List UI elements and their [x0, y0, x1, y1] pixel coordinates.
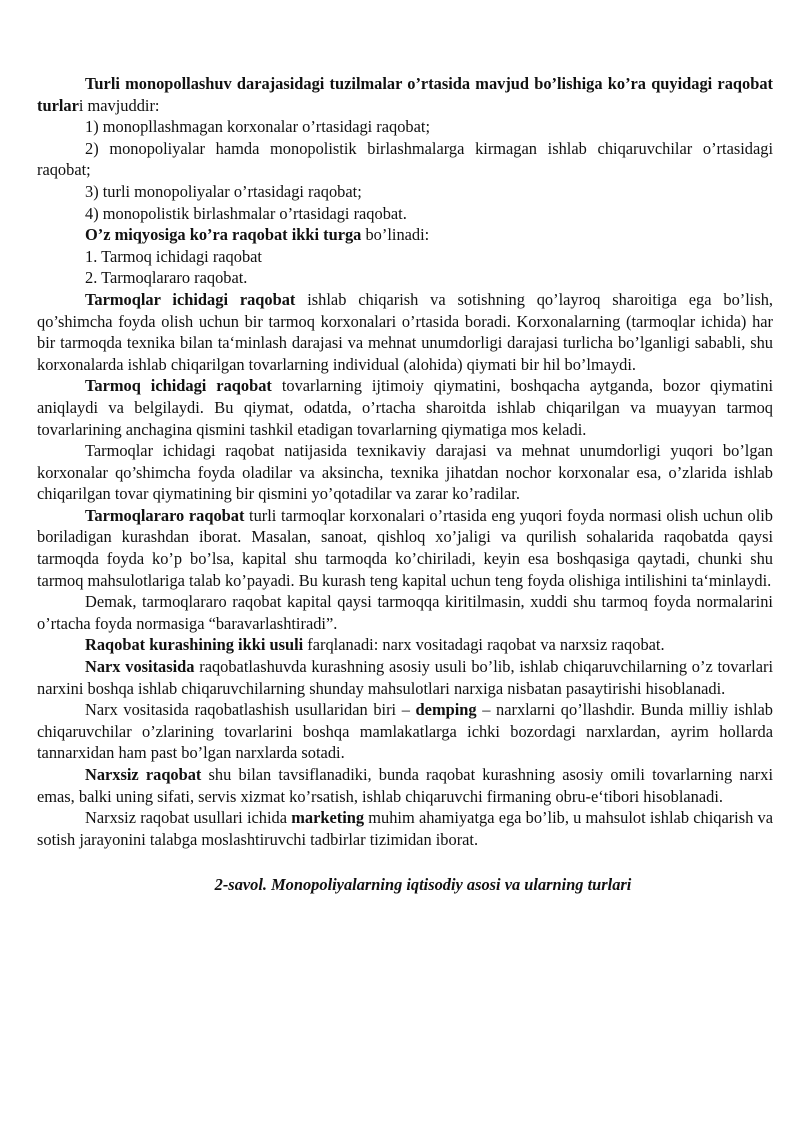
- paragraph-non-price-competition: [37, 764, 773, 807]
- paragraph-intra-industry-result: Tarmoqlar ichidagi raqobat natijasida texnikaviy darajasi va mehnat unumdorligi yuqori bo’lgan korxonalar qo’shimcha foyda oladilar va aksincha, texnika jihatdan nochor korxonalar esa, o’zlarida ishlab chiqarilgan tovar qiymatining bir qismini yo’qotadilar va zarar ko’radilar.: [37, 441, 773, 504]
- text-run: tovarlarning ijtimoiy qiymatini, boshqacha aytganda, bozor qiymatini aniqlaydi va belgilaydi. Bu qiymat, odatda, o’rtacha sharoitda ishlab chiqarilgan va muayyan tarmoq tovarlarining anchagina qismini tashkil etadigan tovarlarning qiymatiga mos keladi.: [37, 376, 774, 439]
- text-run: farqlanadi: narx vositadagi raqobat va narxsiz raqobat.: [303, 635, 665, 655]
- bold-phrase: demping: [415, 700, 477, 720]
- text-run: – narxlarni qo’llashdir. Bunda milliy ishlab chiqaruvchilar o’zlarining tovarlarini boshqa mamlakatlarga ichki bozordagi narxlardan, ayrim hollarda tannarxidan ham past bo’lgan narxlarda sotadi.: [37, 700, 773, 763]
- paragraph-price-competition: [37, 656, 773, 699]
- list-item: 4) monopolistik birlashmalar o’rtasidagi raqobat.: [85, 203, 407, 223]
- paragraph-inter-industry-summary: Demak, tarmoqlararo raqobat kapital qaysi tarmoqqa kiritilmasin, xuddi shu tarmoq foyda normalarini o’rtacha foyda normasiga “baravarlashtiradi”.: [37, 592, 773, 633]
- bold-phrase: marketing: [291, 808, 365, 828]
- paragraph-intra-industry: [37, 289, 773, 375]
- paragraph-intra-industry-value: [37, 375, 773, 440]
- bold-phrase: Tarmoqlar ichidagi raqobat: [85, 289, 296, 309]
- list-item: 2) monopoliyalar hamda monopolistik birlashmalarga kirmagan ishlab chiqaruvchilar o’rtasidagi raqobat;: [37, 138, 773, 180]
- text-run: bo’linadi:: [361, 225, 430, 245]
- list-item: 1. Tarmoq ichidagi raqobat: [85, 246, 262, 266]
- bold-phrase: Narx vositasida: [85, 657, 195, 677]
- text-run: raqobatlashuvda kurashning asosiy usuli bo’lib, ishlab chiqaruvchilarning o’z tovarlari narxini boshqa ishlab chiqaruvchilarning shunday mahsulotlari narxiga nisbatan pasaytirishi hisoblanadi.: [37, 657, 774, 698]
- bold-phrase: Raqobat kurashining ikki usuli: [85, 635, 304, 655]
- bold-phrase: Tarmoq ichidagi raqobat: [85, 376, 272, 396]
- text-run: muhim ahamiyatga ega bo’lib, u mahsulot ishlab chiqarish va sotish jarayonini talabga moslashtiruvchi tadbirlar tizimidan iborat.: [37, 808, 773, 849]
- text-run: i mavjuddir:: [78, 95, 160, 115]
- text-run: shu bilan tavsiflanadiki, bunda raqobat kurashning asosiy omili tovarlarning narxi emas, balki uning sifati, servis xizmat ko’rsatish, ishlab chiqaruvchi firmaning obru-e‘tibori hisoblanadi.: [37, 765, 773, 806]
- paragraph-marketing: [37, 807, 773, 850]
- paragraph-competition-methods: [37, 634, 773, 656]
- list-item: 2. Tarmoqlararo raqobat.: [85, 268, 248, 288]
- bold-phrase: Tarmoqlararo raqobat: [85, 505, 245, 525]
- list-item: 3) turli monopoliyalar o’rtasidagi raqobat;: [85, 181, 362, 201]
- paragraph-inter-industry: [37, 505, 773, 591]
- text-run: Narxsiz raqobat usullari ichida: [85, 808, 292, 828]
- text-run: turli tarmoqlar korxonalari o’rtasida eng yuqori foyda normasi olish uchun olib boriladigan kurashdan iborat. Masalan, sanoat, qishloq xo’jaligi va qurilish sohalarida raqobatda qaysi tarmoqda foyda ko’p bo’lsa, kapital shu tarmoqda ko’chiriladi, keyin esa boshqasiga qaytadi, chunki shu tarmoq mahsulotlariga talab ko’payadi. Bu kurash teng kapital uchun teng foyda olishiga intilishini ta‘minlaydi.: [37, 505, 774, 590]
- bold-phrase: O’z miqyosiga ko’ra raqobat ikki turga: [85, 225, 362, 245]
- paragraph-competition-types: [37, 73, 773, 116]
- bold-phrase: Narxsiz raqobat: [85, 765, 202, 784]
- section-subtitle: 2-savol. Monopoliyalarning iqtisodiy asosi va ularning turlari: [214, 875, 632, 895]
- list-item: 1) monopllashmagan korxonalar o’rtasidagi raqobat;: [85, 117, 431, 137]
- paragraph-dumping: [37, 699, 773, 764]
- bold-phrase: Turli monopollashuv darajasidagi tuzilmalar o’rtasida mavjud bo’lishiga ko’ra quyidagi raqobat turlar: [37, 74, 773, 115]
- text-run: Narx vositasida raqobatlashish usullaridan biri –: [85, 700, 416, 720]
- text-run: ishlab chiqarish va sotishning qo’layroq sharoitiga ega bo’lish, qo’shimcha foyda olish uchun bir tarmoq korxonalari o’rtasida boradi. Korxonalarning (tarmoqlar ichida) har bir tarmoqda texnika bilan ta‘minlash darajasi va mehnat unumdorligi darajasi turlicha bo’lganligi sababli, shu korxonalarda ishlab chiqarilgan tovarlarning individual (alohida) qiymati bir hil bo’lmaydi.: [37, 289, 774, 374]
- paragraph-scale-types: [37, 224, 773, 246]
